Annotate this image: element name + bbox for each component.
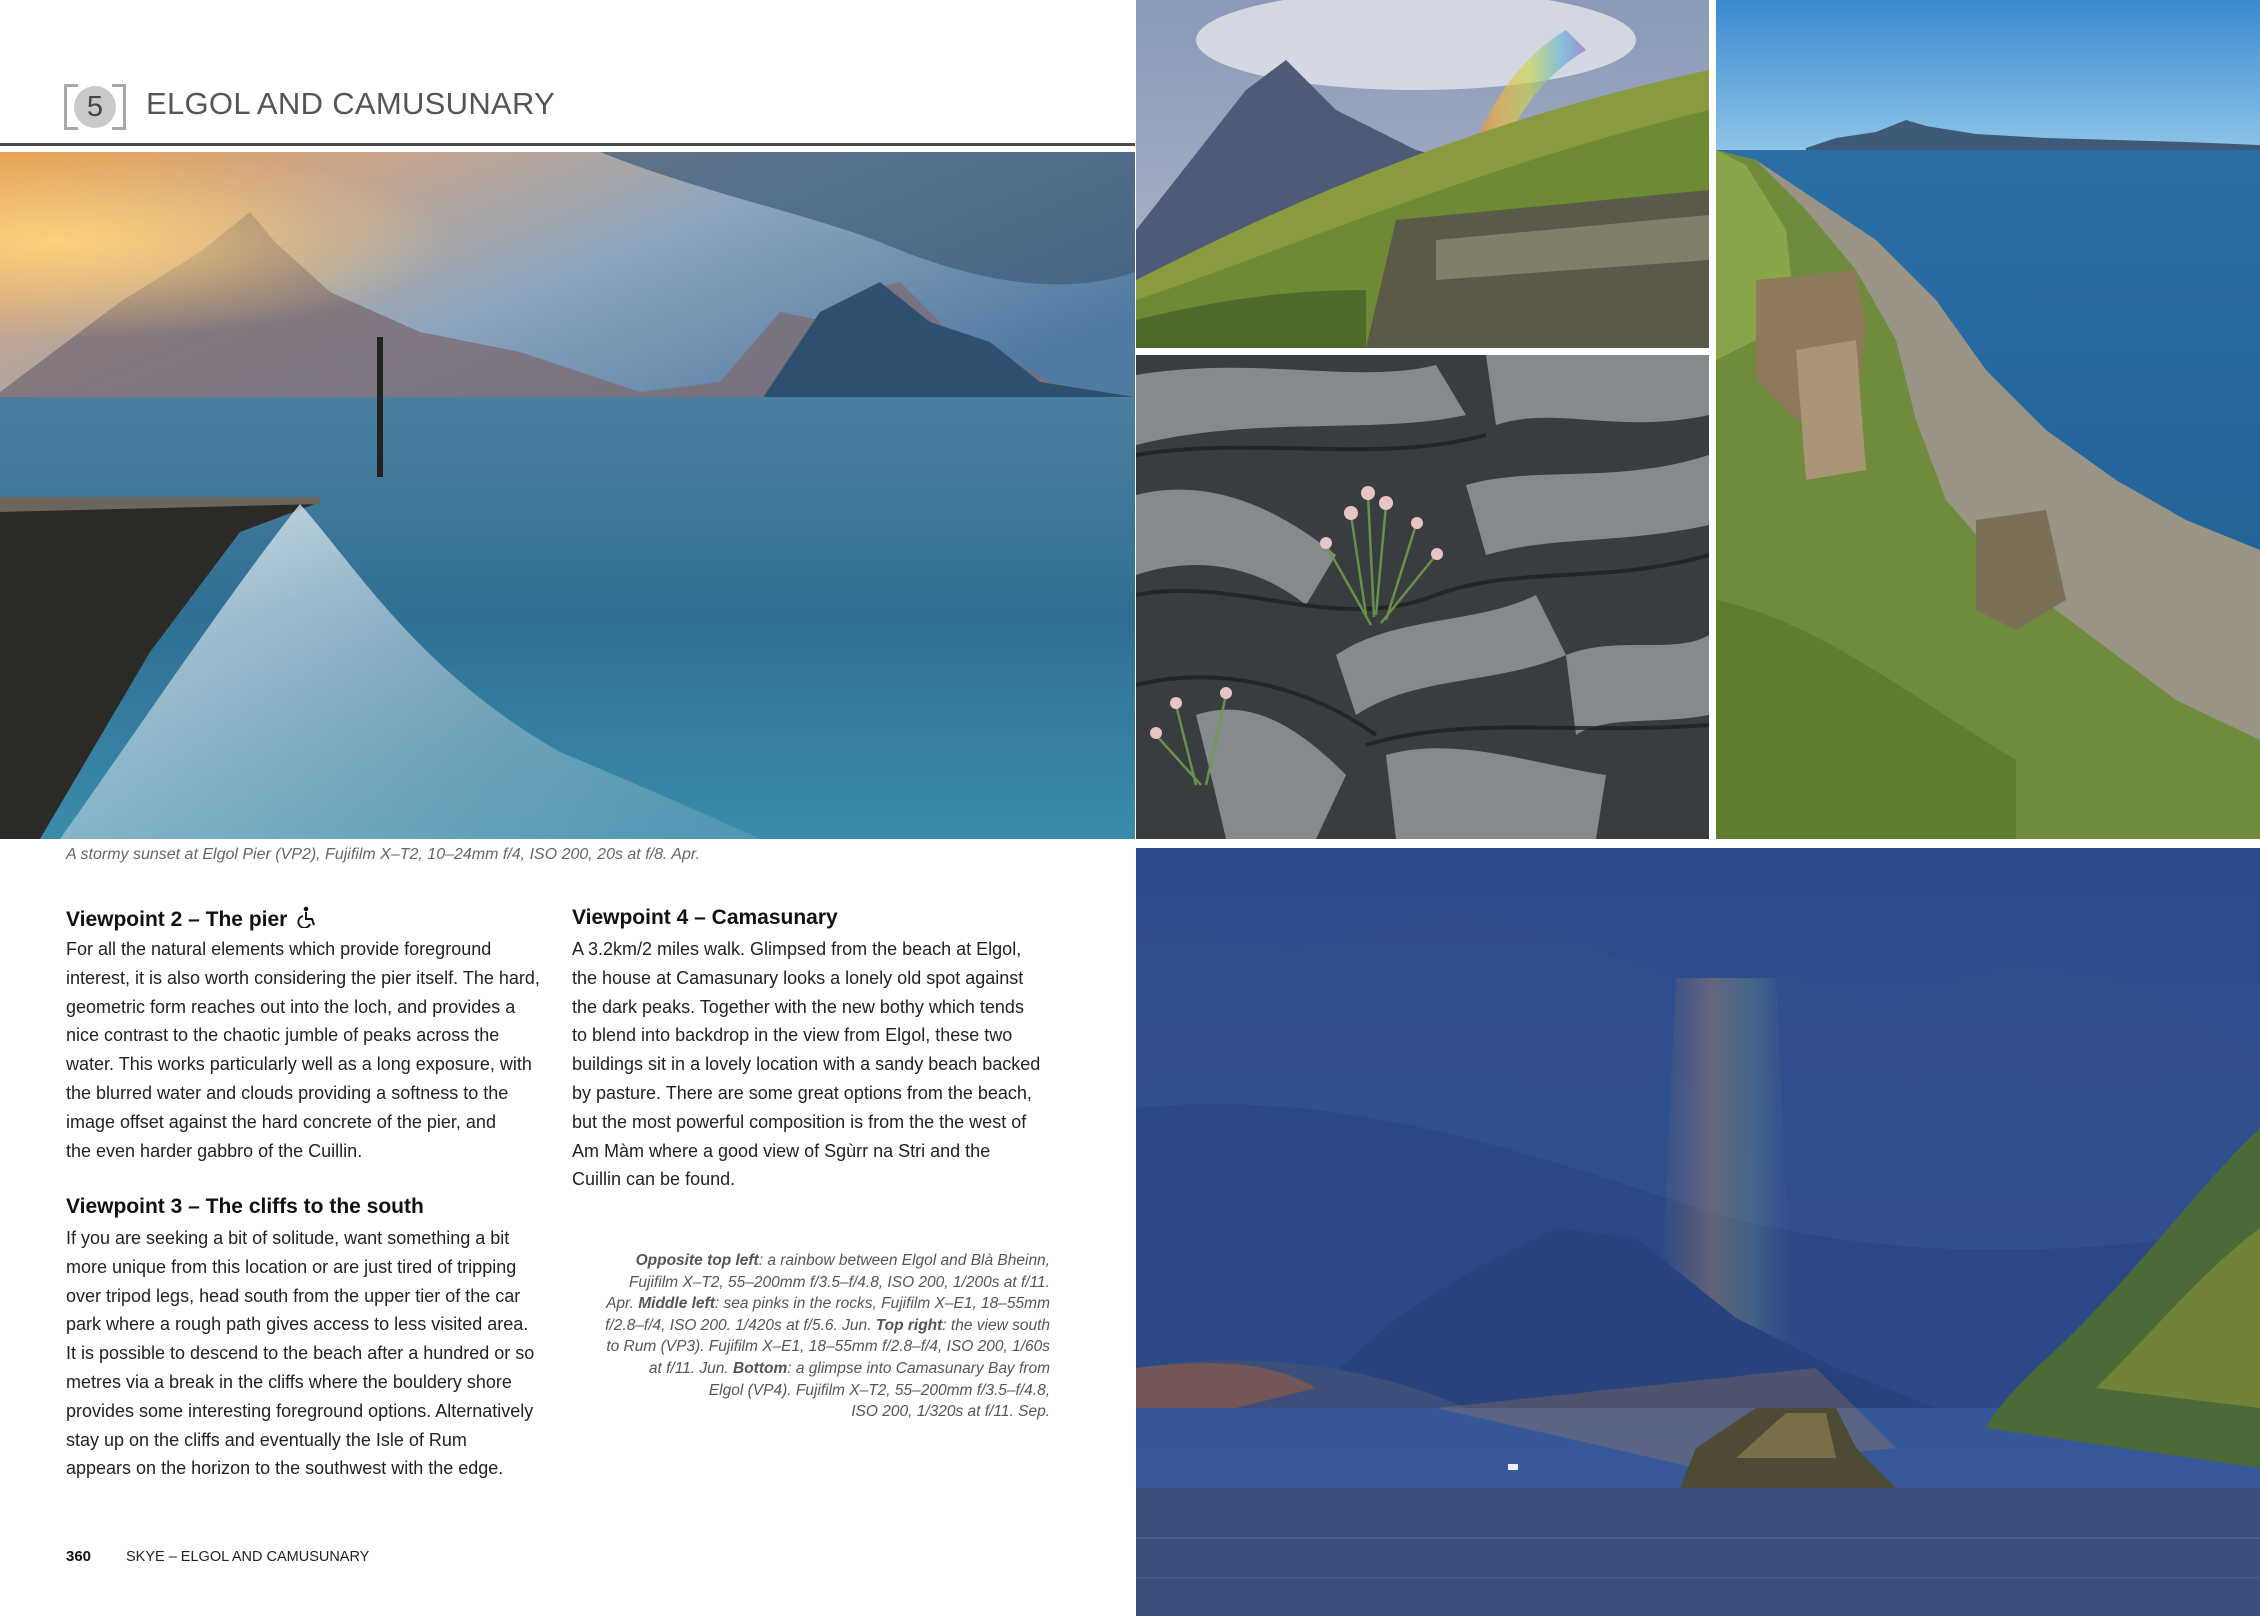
viewpoint2-heading-text: Viewpoint 2 – The pier [66,908,288,931]
text-line: more unique from this location or are just tired of tripping [66,1256,517,1277]
caption-text: : a rainbow between Elgol and Blà Bheinn, [758,1252,1050,1269]
caption-text: : the view south [942,1316,1050,1334]
main-photo-caption: A stormy sunset at Elgol Pier (VP2), Fujifilm X–T2, 10–24mm f/4, ISO 200, 20s at f/8. Apr. [66,846,701,863]
photo-camasunary-bay [1136,848,2260,1616]
page-number: 360 [66,1548,92,1565]
text-line: park where a rough path gives access to less visited area. [66,1314,529,1335]
text-line: the even harder gabbro of the Cuillin. [66,1140,363,1161]
chapter-number-badge [64,84,126,130]
header-rule [0,143,1135,146]
running-title: SKYE – ELGOL AND CAMUSUNARY [126,1549,370,1565]
text-line: Cuillin can be found. [572,1169,736,1190]
viewpoint2-heading [66,906,317,934]
caption-line: Elgol (VP4). Fujifilm X–T2, 55–200mm f/3.5–f/4.8, [708,1381,1050,1399]
text-line: to blend into backdrop in the view from Elgol, these two [572,1025,1013,1046]
text-line: Am Màm where a good view of Sgùrr na Stri and the [572,1140,991,1161]
caption-label: Opposite top left [635,1252,759,1269]
text-line: metres via a break in the cliffs where the bouldery shore [66,1371,512,1392]
text-line: but the most powerful composition is from the the west of [572,1111,1027,1132]
text-line: geometric form reaches out into the loch, and provides a [66,996,516,1017]
text-line: A 3.2km/2 miles walk. Glimpsed from the beach at Elgol, [572,939,1022,959]
text-line: water. This works particularly well as a long exposure, with [66,1054,532,1075]
caption-text: f/2.8–f/4, ISO 200. 1/420s at f/5.6. Jun. [605,1316,876,1334]
text-line: It is possible to descend to the beach after a hundred or so [66,1343,535,1364]
text-line: image offset against the hard concrete of the pier, and [66,1111,496,1132]
viewpoint4-body [572,935,1052,1194]
wheelchair-accessible-icon [297,906,317,934]
viewpoint3-heading: Viewpoint 3 – The cliffs to the south [66,1195,424,1218]
viewpoint4-heading: Viewpoint 4 – Camasunary [572,906,838,929]
viewpoint2-body [66,935,546,1165]
caption-label: Top right [875,1316,943,1334]
caption-text: : sea pinks in the rocks, Fujifilm X–E1, 18–55mm [714,1295,1050,1313]
text-line: stay up on the cliffs and eventually the Isle of Rum [66,1429,467,1450]
text-line: interest, it is also worth considering the pier itself. The hard, [66,967,540,988]
text-line: over tripod legs, head south from the upper tier of the car [66,1285,521,1306]
caption-line [560,1315,1050,1337]
caption-line [560,1293,1050,1315]
chapter-title: ELGOL AND CAMUSUNARY [146,86,556,121]
photo-rainbow-bla-bheinn [1136,0,1709,348]
text-line: nice contrast to the chaotic jumble of peaks across the [66,1025,500,1046]
caption-line: Fujifilm X–T2, 55–200mm f/3.5–f/4.8, ISO 200, 1/200s at f/11. [628,1273,1050,1291]
photo-sea-pinks-rocks [1136,355,1709,839]
text-line: For all the natural elements which provide foreground [66,939,492,959]
text-line: provides some interesting foreground options. Alternatively [66,1400,534,1421]
text-line: by pasture. There are some great options from the beach, [572,1082,1032,1103]
photo-view-south-to-rum [1716,0,2260,839]
caption-line [560,1358,1050,1380]
caption-label: Bottom [733,1359,788,1377]
viewpoint3-body [66,1224,546,1483]
photo-captions-block [560,1250,1050,1423]
chapter-number: 5 [74,86,116,128]
caption-label: Middle left [638,1295,715,1313]
text-line: the dark peaks. Together with the new bothy which tends [572,996,1024,1017]
text-line: buildings sit in a lovely location with a sandy beach backed [572,1054,1041,1075]
photo-elgol-pier [0,152,1135,839]
caption-line: to Rum (VP3). Fujifilm X–E1, 18–55mm f/2.8–f/4, ISO 200, 1/60s [606,1338,1050,1356]
text-line: appears on the horizon to the southwest with the edge. [66,1458,504,1479]
caption-text: at f/11. Jun. [648,1359,733,1377]
caption-line [560,1250,1050,1272]
text-line: If you are seeking a bit of solitude, want something a bit [66,1228,510,1248]
caption-line: ISO 200, 1/320s at f/11. Sep. [851,1403,1050,1421]
caption-text: Apr. [606,1295,639,1313]
caption-text: : a glimpse into Camasunary Bay from [787,1359,1050,1377]
bracket-right [112,84,126,130]
text-line: the house at Camasunary looks a lonely old spot against [572,967,1024,988]
text-line: the blurred water and clouds providing a softness to the [66,1082,509,1103]
